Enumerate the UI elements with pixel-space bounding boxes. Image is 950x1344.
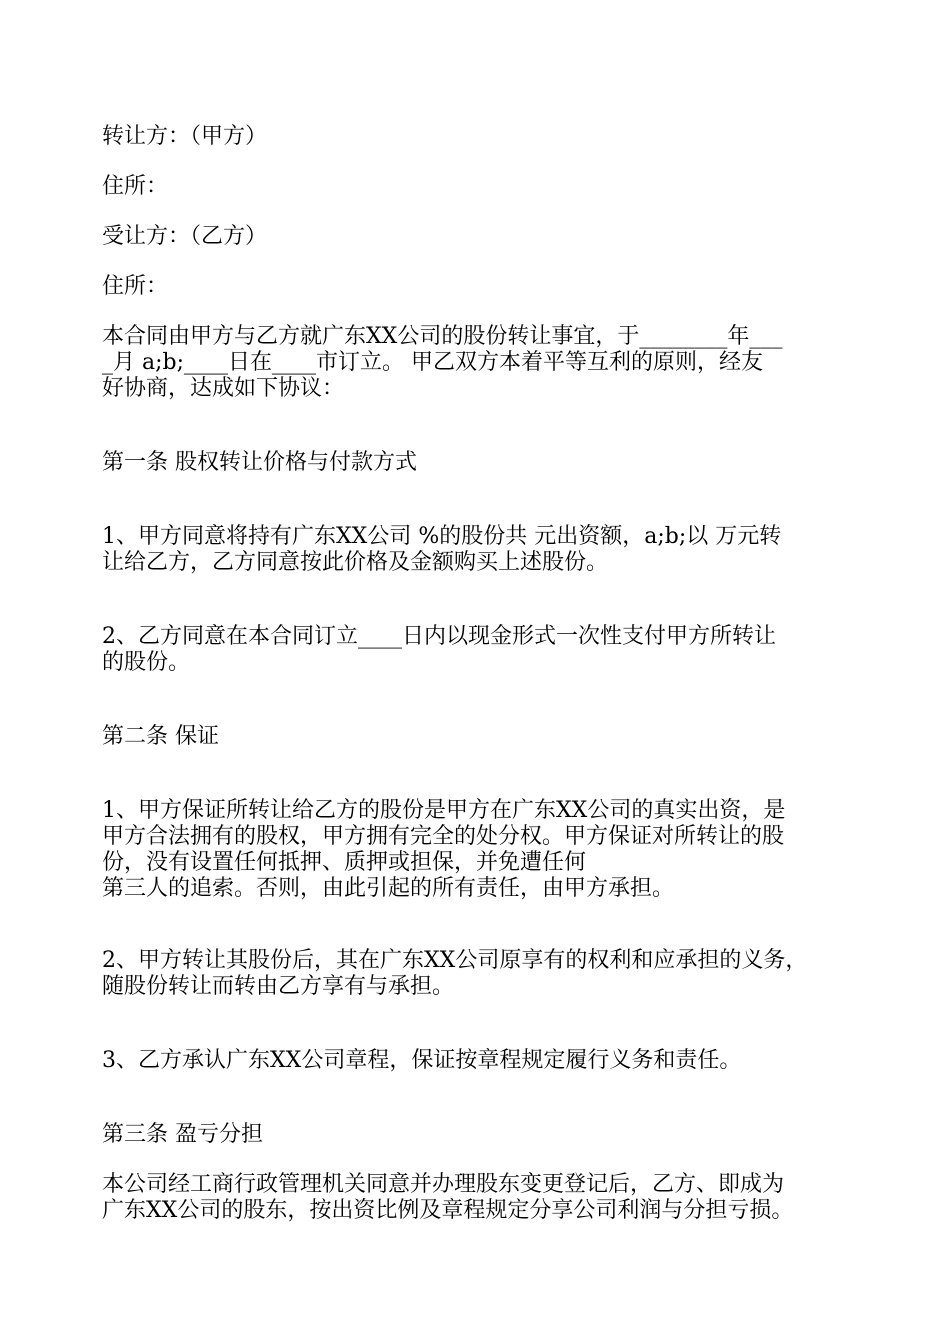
article1-title: 第一条 股权转让价格与付款方式 xyxy=(102,450,417,475)
transferee-address-line: 住所： xyxy=(102,274,169,299)
clause-line: 份，没有设置任何抵押、质押或担保，并免遭任何 xyxy=(102,850,587,875)
clause-line: 2、甲方转让其股份后，其在广东XX公司原享有的权利和应承担的义务， xyxy=(102,948,808,973)
clause-line: 随股份转让而转由乙方享有与承担。 xyxy=(102,974,455,999)
clause-line: 的股份。 xyxy=(102,650,191,675)
intro-line: 本合同由甲方与乙方就广东XX公司的股份转让事宜，于________年___ xyxy=(102,324,783,349)
intro-line: _月 a;b;____日在____市订立。 甲乙双方本着平等互利的原则，经友 xyxy=(102,350,764,375)
article1-clause1 xyxy=(102,524,862,576)
clause-line: 广东XX公司的股东，按出资比例及章程规定分享公司利润与分担亏损。 xyxy=(102,1198,794,1223)
intro-line: 好协商，达成如下协议： xyxy=(102,376,345,401)
article2-clause3: 3、乙方承认广东XX公司章程，保证按章程规定履行义务和责任。 xyxy=(102,1048,742,1073)
clause-line: 让给乙方，乙方同意按此价格及金额购买上述股份。 xyxy=(102,550,609,575)
clause-line: 本公司经工商行政管理机关同意并办理股东变更登记后，乙方、即成为 xyxy=(102,1172,785,1197)
transferor-address-line: 住所： xyxy=(102,174,169,199)
clause-line: 1、甲方保证所转让给乙方的股份是甲方在广东XX公司的真实出资，是 xyxy=(102,798,786,823)
clause-line: 第三人的追索。否则，由此引起的所有责任，由甲方承担。 xyxy=(102,876,675,901)
transferee-line: 受让方：（乙方） xyxy=(102,224,268,249)
clause-line: 2、乙方同意在本合同订立____日内以现金形式一次性支付甲方所转让 xyxy=(102,624,776,649)
article3-body xyxy=(102,1172,862,1224)
article2-title: 第二条 保证 xyxy=(102,724,219,749)
article2-clause2 xyxy=(102,948,862,1000)
intro-paragraph xyxy=(102,324,862,402)
article1-clause2 xyxy=(102,624,862,676)
article3-title: 第三条 盈亏分担 xyxy=(102,1122,263,1147)
transferor-line: 转让方：（甲方） xyxy=(102,124,268,149)
clause-line: 甲方合法拥有的股权，甲方拥有完全的处分权。甲方保证对所转让的股 xyxy=(102,824,785,849)
clause-line: 1、甲方同意将持有广东XX公司 %的股份共 元出资额，a;b;以 万元转 xyxy=(102,524,782,549)
article2-clause1 xyxy=(102,798,862,902)
